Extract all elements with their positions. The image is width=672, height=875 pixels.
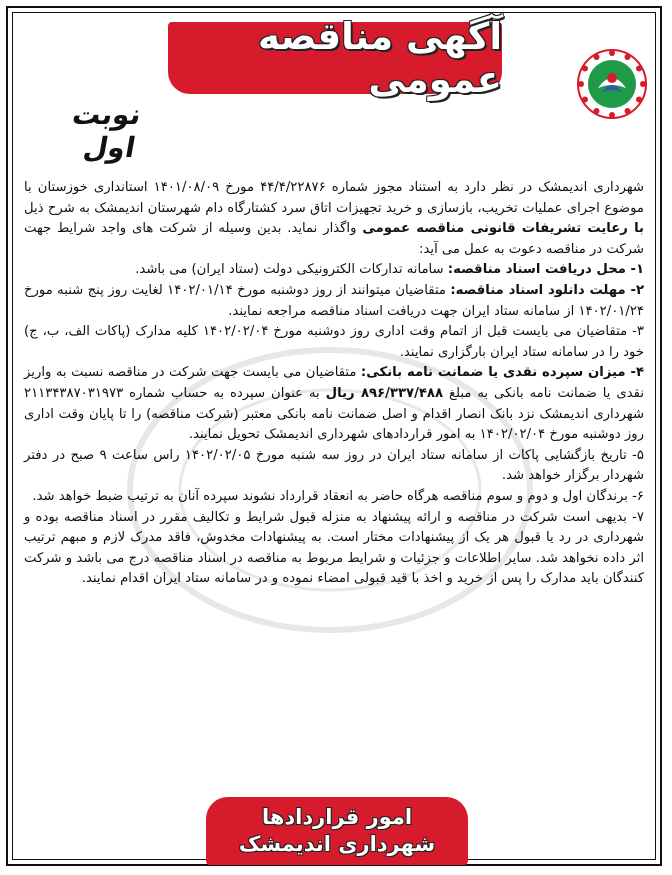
item-1-text: سامانه تدارکات الکترونیکی دولت (ستاد ایران) می باشد. xyxy=(135,262,448,278)
item-6 xyxy=(24,487,644,508)
item-5-text: ۵- تاریخ بازگشایی پاکات از سامانه ستاد ایران در روز سه شنبه مورخ ۱۴۰۲/۰۲/۰۵ راس ساعت ۹ صبح در دفتر شهردار برگزار خواهد شد. xyxy=(24,447,644,484)
intro-text-1: شهرداری اندیمشک در نظر دارد به استناد مجوز شماره ۴۴/۴/۲۲۸۷۶ مورخ ۱۴۰۱/۰۸/۰۹ استانداری خوزستان با موضوع اجرای عملیات تخریب، بازسازی و خرید تجهیزات اتاق سرد کشتارگاه دام شهرستان اندیمشک به شرح ذیل xyxy=(24,180,644,216)
intro-paragraph xyxy=(24,178,644,260)
item-2-text: متقاضیان میتوانند از روز دوشنبه مورخ ۱۴۰۲/۰۱/۱۴ لغایت روز پنج شنبه مورخ ۱۴۰۲/۰۱/۲۴ از سامانه ستاد ایران جهت دریافت اسناد مناقصه مراجعه نمایند. xyxy=(24,282,644,319)
footer-department: امور قراردادها xyxy=(261,805,413,829)
item-1-label: ۱- محل دریافت اسناد مناقصه: xyxy=(447,262,644,278)
footer-banner xyxy=(206,797,468,865)
title-banner xyxy=(168,15,502,101)
round-text: نوبت اول xyxy=(69,98,144,164)
item-1 xyxy=(24,260,644,281)
notice-title: آگهی مناقصه عمومی xyxy=(258,15,502,101)
item-6-text: ۶- برندگان اول و دوم و سوم مناقصه هرگاه حاضر به انعقاد قرارداد نشوند سپرده آنان به ترتیب ضبط خواهد شد. xyxy=(32,488,644,504)
round-label xyxy=(18,98,144,164)
item-2-label: ۲- مهلت دانلود اسناد مناقصه: xyxy=(450,282,644,298)
item-4-text-2: به عنوان سپرده به حساب شماره ۲۱۱۳۴۳۸۷۰۳۱۹۷۳ شهرداری اندیمشک نزد بانک انصار اقدام و اصل ضمانت نامه بانکی معتبر (شرکت مناقصه) را تا پایان وقت اداری روز دوشنبه مورخ ۱۴۰۲/۰۲/۰۴ به امور قراردادهای شهرداری اندیمشک تحویل نمایند. xyxy=(24,385,644,443)
item-5 xyxy=(24,446,644,487)
item-3 xyxy=(24,322,644,363)
item-3-text: ۳- متقاضیان می بایست قبل از اتمام وقت اداری روز دوشنبه مورخ ۱۴۰۲/۰۲/۰۴ کلیه مدارک (پاکات الف، ب، ج) خود را در سامانه ستاد ایران بارگزاری نمایند. xyxy=(24,324,644,360)
intro-bold-text: با رعایت تشریفات قانونی مناقصه عمومی xyxy=(362,221,645,237)
item-4-label: ۴- میزان سپرده نقدی یا ضمانت نامه بانکی: xyxy=(360,365,645,381)
deposit-amount: ۸۹۶/۳۳۷/۴۸۸ ریال xyxy=(325,385,444,401)
item-4-text-1: متقاضیان می بایست جهت شرکت در مناقصه نسبت به واریز نقدی یا ضمانت نامه بانکی به مبلغ xyxy=(24,365,644,401)
item-7-text: ۷- بدیهی است شرکت در مناقصه و ارائه پیشنهاد به منزله قبول شرایط و تکالیف مقرر در اسناد مناقصه بوده و شهرداری در رد یا قبول هر یک از پیشنهادات مختار است. به پیشنهادات مخدوش، فاقد مدرک لازم و مبهم ترتیب اثر داده نخواهد شد. سایر اطلاعات و جزئیات و شرایط مربوط به مناقصه در اسناد مناقصه درج می باشد و شرکت کنندگان باید مدارک را پس از خرید و اخذ با قید قبولی امضاء نموده و در سامانه ستاد ایران اقدام نمایند. xyxy=(24,509,644,587)
item-4 xyxy=(24,363,644,445)
item-7 xyxy=(24,508,644,590)
intro-text-2: واگذار نماید. بدین وسیله از شرکت های واجد شرایط جهت شرکت در مناقصه دعوت به عمل می آید: xyxy=(24,221,644,257)
item-2 xyxy=(24,281,644,322)
footer-municipality: شهرداری اندیمشک xyxy=(238,832,436,856)
notice-body xyxy=(24,178,644,590)
municipality-emblem-icon xyxy=(576,48,648,120)
